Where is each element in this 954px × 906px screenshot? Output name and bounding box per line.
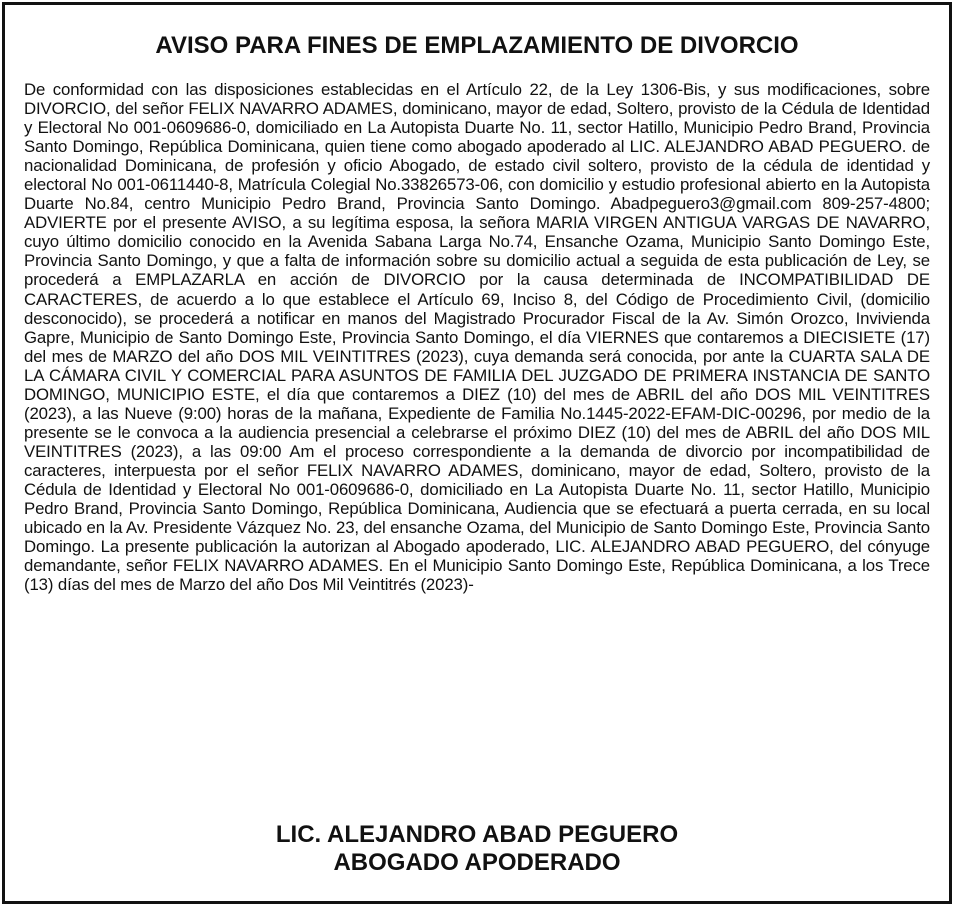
signature-block	[5, 821, 949, 877]
signature-name: LIC. ALEJANDRO ABAD PEGUERO	[275, 821, 679, 848]
notice-body: De conformidad con las disposiciones establecidas en el Artículo 22, de la Ley 1306-Bis, y sus modificaciones, sobre DIVORCIO, del señor FELIX NAVARRO ADAMES, dominicano, mayor de edad, Soltero, provisto de la Cédula de Identidad y Electoral No 001-0609686-0, domiciliado en La Autopista Duarte No. 11, sector Hatillo, Municipio Pedro Brand, Provincia Santo Domingo, República Dominicana, quien tiene como abogado apoderado al LIC. ALEJANDRO ABAD PEGUERO. de nacionalidad Dominicana, de profesión y oficio Abogado, de estado civil soltero, provisto de la cédula de identidad y electoral No 001-0611440-8, Matrícula Colegial No.33826573-06, con domicilio y estudio profesional abierto en la Autopista Duarte No.84, centro Municipio Pedro Brand, Provincia Santo Domingo. Abadpeguero3@gmail.com 809-257-4800; ADVIERTE por el presente AVISO, a su legítima esposa, la señora MARIA VIRGEN ANTIGUA VARGAS DE NAVARRO, cuyo último domicilio conocido en la Avenida Sabana Larga No.74, Ensanche Ozama, Municipio Santo Domingo Este, Provincia Santo Domingo, y que a falta de información sobre su domicilio actual a seguida de esta publicación de Ley, se procederá a EMPLAZARLA en acción de DIVORCIO por la causa determinada de INCOMPATIBILIDAD DE CARACTERES, de acuerdo a lo que establece el Artículo 69, Inciso 8, del Código de Procedimiento Civil, (domicilio desconocido), se procederá a notificar en manos del Magistrado Procurador Fiscal de la Av. Simón Orozco, Invivienda Gapre, Municipio de Santo Domingo Este, Provincia Santo Domingo, el día VIERNES que contaremos a DIECISIETE (17) del mes de MARZO del año DOS MIL VEINTITRES (2023), cuya demanda será conocida, por ante la CUARTA SALA DE LA CÁMARA CIVIL Y COMERCIAL PARA ASUNTOS DE FAMILIA DEL JUZGADO DE PRIMERA INSTANCIA DE SANTO DOMINGO, MUNICIPIO ESTE, el día que contaremos a DIEZ (10) del mes de ABRIL del año DOS MIL VEINTITRES (2023), a las Nueve (9:00) horas de la mañana, Expediente de Familia No.1445-2022-EFAM-DIC-00296, por medio de la presente se le convoca a la audiencia presencial a celebrarse el próximo DIEZ (10) del mes de ABRIL del año DOS MIL VEINTITRES (2023), a las 09:00 Am el proceso correspondiente a la demanda de divorcio por incompatibilidad de caracteres, interpuesta por el señor FELIX NAVARRO ADAMES, dominicano, mayor de edad, Soltero, provisto de la Cédula de Identidad y Electoral No 001-0609686-0, domiciliado en La Autopista Duarte No. 11, sector Hatillo, Municipio Pedro Brand, Provincia Santo Domingo, República Dominicana, Audiencia que se efectuará a puerta cerrada, en su local ubicado en la Av. Presidente Vázquez No. 23, del ensanche Ozama, del Municipio de Santo Domingo Este, Provincia Santo Domingo. La presente publicación la autorizan al Abogado apoderado, LIC. ALEJANDRO ABAD PEGUERO, del cónyuge demandante, señor FELIX NAVARRO ADAMES. En el Municipio Santo Domingo Este, República Dominicana, a los Trece (13) días del mes de Marzo del año Dos Mil Veintitrés (2023)-	[24, 80, 930, 595]
notice-frame	[2, 2, 952, 904]
notice-title: AVISO PARA FINES DE EMPLAZAMIENTO DE DIVORCIO	[155, 32, 799, 59]
signature-role: ABOGADO APODERADO	[333, 849, 621, 876]
